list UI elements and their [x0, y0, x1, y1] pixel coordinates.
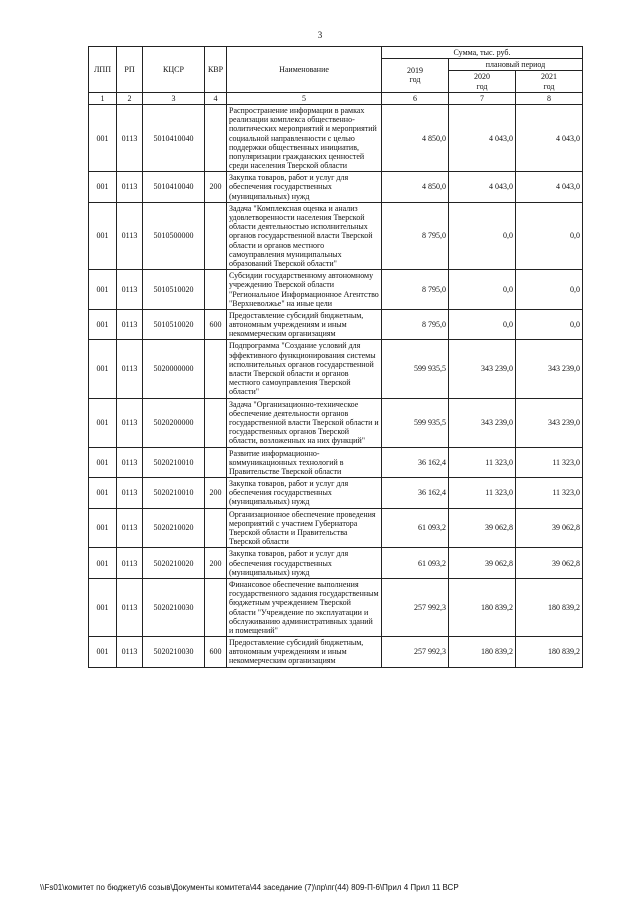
index-cell: 1 — [89, 92, 117, 104]
cell-2019: 4 850,0 — [382, 104, 449, 171]
year-2020: 2020 — [474, 72, 490, 82]
cell-lpp: 001 — [89, 398, 117, 447]
cell-lpp: 001 — [89, 508, 117, 548]
cell-name: Предоставление субсидий бюджетным, автономным учреждениям и иным некоммерческим организациям — [227, 637, 382, 668]
cell-name: Предоставление субсидий бюджетным, автономным учреждениям и иным некоммерческим организациям — [227, 309, 382, 340]
cell-kvr: 200 — [205, 172, 227, 203]
cell-2021: 180 839,2 — [516, 637, 583, 668]
cell-kcsr: 5020210030 — [143, 637, 205, 668]
cell-2020: 343 239,0 — [449, 340, 516, 398]
cell-lpp: 001 — [89, 172, 117, 203]
col-header-name: Наименование — [227, 47, 382, 93]
col-header-2019 — [382, 59, 449, 93]
cell-kcsr: 5020210030 — [143, 578, 205, 636]
cell-2021: 39 062,8 — [516, 548, 583, 579]
cell-lpp: 001 — [89, 104, 117, 171]
cell-2019: 8 795,0 — [382, 309, 449, 340]
table-row — [89, 398, 583, 447]
cell-rp: 0113 — [117, 637, 143, 668]
cell-name: Развитие информационно-коммуникационных технологий в Правительстве Тверской области — [227, 447, 382, 478]
cell-2021: 0,0 — [516, 202, 583, 269]
cell-2019: 61 093,2 — [382, 548, 449, 579]
cell-2019: 8 795,0 — [382, 270, 449, 310]
table-row — [89, 548, 583, 579]
cell-kvr — [205, 202, 227, 269]
table-row — [89, 637, 583, 668]
table-row — [89, 104, 583, 171]
cell-kcsr: 5010410040 — [143, 104, 205, 171]
cell-2020: 0,0 — [449, 202, 516, 269]
cell-kvr — [205, 340, 227, 398]
cell-kcsr: 5010510020 — [143, 309, 205, 340]
table-row — [89, 340, 583, 398]
cell-2020: 39 062,8 — [449, 548, 516, 579]
cell-kvr: 200 — [205, 478, 227, 509]
table-row — [89, 508, 583, 548]
cell-2019: 257 992,3 — [382, 578, 449, 636]
cell-2021: 343 239,0 — [516, 340, 583, 398]
col-header-kvr: КВР — [205, 47, 227, 93]
cell-name: Закупка товаров, работ и услуг для обеспечения государственных (муниципальных) нужд — [227, 478, 382, 509]
index-cell: 2 — [117, 92, 143, 104]
cell-lpp: 001 — [89, 548, 117, 579]
cell-rp: 0113 — [117, 447, 143, 478]
cell-lpp: 001 — [89, 637, 117, 668]
col-header-sum: Сумма, тыс. руб. — [382, 47, 583, 59]
cell-2020: 39 062,8 — [449, 508, 516, 548]
table-row — [89, 447, 583, 478]
cell-rp: 0113 — [117, 309, 143, 340]
cell-kcsr: 5010510020 — [143, 270, 205, 310]
cell-lpp: 001 — [89, 202, 117, 269]
cell-name: Субсидии государственному автономному учреждению Тверской области "Региональное Информационное Агентство "Верхневолжье" на иные цели — [227, 270, 382, 310]
file-path-footer: \\Fs01\комитет по бюджету\6 созыв\Документы комитета\44 заседание (7)\пр\пг(44) 809-П-6\Прил 4 Прил 11 ВСР — [40, 883, 459, 892]
table-row — [89, 478, 583, 509]
cell-kcsr: 5020210020 — [143, 548, 205, 579]
cell-2021: 11 323,0 — [516, 478, 583, 509]
cell-2020: 11 323,0 — [449, 478, 516, 509]
cell-2019: 4 850,0 — [382, 172, 449, 203]
cell-2019: 599 935,5 — [382, 398, 449, 447]
col-header-planned: плановый период — [449, 59, 583, 71]
cell-name: Задача "Комплексная оценка и анализ удовлетворенности населения Тверской области деятельностью исполнительных органов государственной власти Тверской области и органов местного самоуправления муниципальных образований Тверской области" — [227, 202, 382, 269]
cell-kcsr: 5020210020 — [143, 508, 205, 548]
cell-rp: 0113 — [117, 578, 143, 636]
cell-2019: 36 162,4 — [382, 478, 449, 509]
cell-kvr — [205, 508, 227, 548]
cell-kcsr: 5010410040 — [143, 172, 205, 203]
cell-name: Закупка товаров, работ и услуг для обеспечения государственных (муниципальных) нужд — [227, 548, 382, 579]
budget-table — [88, 46, 583, 668]
index-cell: 7 — [449, 92, 516, 104]
cell-kvr: 600 — [205, 637, 227, 668]
cell-2021: 343 239,0 — [516, 398, 583, 447]
year-2020-sub: год — [476, 81, 488, 91]
year-2021: 2021 — [541, 72, 557, 82]
col-header-rp: РП — [117, 47, 143, 93]
cell-2020: 180 839,2 — [449, 637, 516, 668]
cell-kvr — [205, 398, 227, 447]
cell-name: Задача "Организационно-техническое обеспечение деятельности органов государственной власти Тверской области и государственных органов Тверской области, возложенных на них функций" — [227, 398, 382, 447]
cell-rp: 0113 — [117, 478, 143, 509]
cell-2021: 4 043,0 — [516, 104, 583, 171]
index-cell: 6 — [382, 92, 449, 104]
cell-2019: 36 162,4 — [382, 447, 449, 478]
cell-2019: 599 935,5 — [382, 340, 449, 398]
cell-kvr: 600 — [205, 309, 227, 340]
col-header-lpp: ЛПП — [89, 47, 117, 93]
table-row — [89, 270, 583, 310]
table-row — [89, 172, 583, 203]
cell-2020: 4 043,0 — [449, 172, 516, 203]
cell-kcsr: 5020210010 — [143, 447, 205, 478]
cell-lpp: 001 — [89, 578, 117, 636]
col-header-2020 — [449, 71, 516, 92]
cell-rp: 0113 — [117, 202, 143, 269]
table-row — [89, 309, 583, 340]
cell-kvr: 200 — [205, 548, 227, 579]
table-body — [89, 104, 583, 667]
cell-2020: 4 043,0 — [449, 104, 516, 171]
cell-rp: 0113 — [117, 508, 143, 548]
year-2021-sub: год — [543, 81, 555, 91]
cell-kcsr: 5010500000 — [143, 202, 205, 269]
index-row — [89, 92, 583, 104]
cell-lpp: 001 — [89, 340, 117, 398]
cell-2019: 8 795,0 — [382, 202, 449, 269]
cell-kvr — [205, 447, 227, 478]
col-header-kcsr: КЦСР — [143, 47, 205, 93]
year-2019: 2019 — [407, 66, 423, 76]
cell-rp: 0113 — [117, 270, 143, 310]
cell-2021: 39 062,8 — [516, 508, 583, 548]
page-number: 3 — [317, 30, 323, 40]
cell-2020: 11 323,0 — [449, 447, 516, 478]
year-2019-sub: год — [409, 75, 421, 85]
col-header-2021 — [516, 71, 583, 92]
cell-lpp: 001 — [89, 447, 117, 478]
index-cell: 3 — [143, 92, 205, 104]
cell-kvr — [205, 270, 227, 310]
cell-2020: 180 839,2 — [449, 578, 516, 636]
cell-kvr — [205, 104, 227, 171]
cell-2020: 0,0 — [449, 309, 516, 340]
cell-2019: 257 992,3 — [382, 637, 449, 668]
cell-2021: 0,0 — [516, 309, 583, 340]
table-row — [89, 578, 583, 636]
cell-2020: 0,0 — [449, 270, 516, 310]
cell-2021: 11 323,0 — [516, 447, 583, 478]
cell-rp: 0113 — [117, 104, 143, 171]
cell-kcsr: 5020000000 — [143, 340, 205, 398]
cell-lpp: 001 — [89, 270, 117, 310]
index-cell: 4 — [205, 92, 227, 104]
cell-rp: 0113 — [117, 340, 143, 398]
index-cell: 5 — [227, 92, 382, 104]
cell-rp: 0113 — [117, 548, 143, 579]
cell-2021: 0,0 — [516, 270, 583, 310]
cell-name: Подпрограмма "Создание условий для эффективного функционирования системы исполнительных органов государственной власти Тверской области и органов местного самоуправления Тверской области" — [227, 340, 382, 398]
cell-name: Распространение информации в рамках реализации комплекса общественно-политических мероприятий и мероприятий социальной направленности с целью поддержки общественных инициатив, популяризации гражданских ценностей среди населения Тверской области — [227, 104, 382, 171]
cell-name: Финансовое обеспечение выполнения государственного задания государственным бюджетным учреждением Тверской области "Учреждение по эксплуатации и обслуживанию административных зданий и помещений" — [227, 578, 382, 636]
cell-name: Закупка товаров, работ и услуг для обеспечения государственных (муниципальных) нужд — [227, 172, 382, 203]
cell-2021: 4 043,0 — [516, 172, 583, 203]
cell-rp: 0113 — [117, 172, 143, 203]
cell-lpp: 001 — [89, 478, 117, 509]
cell-2019: 61 093,2 — [382, 508, 449, 548]
cell-name: Организационное обеспечение проведения мероприятий с участием Губернатора Тверской области и Правительства Тверской области — [227, 508, 382, 548]
table-header — [89, 47, 583, 105]
cell-2021: 180 839,2 — [516, 578, 583, 636]
table-row — [89, 202, 583, 269]
cell-kvr — [205, 578, 227, 636]
cell-kcsr: 5020200000 — [143, 398, 205, 447]
cell-2020: 343 239,0 — [449, 398, 516, 447]
cell-rp: 0113 — [117, 398, 143, 447]
cell-kcsr: 5020210010 — [143, 478, 205, 509]
index-cell: 8 — [516, 92, 583, 104]
cell-lpp: 001 — [89, 309, 117, 340]
